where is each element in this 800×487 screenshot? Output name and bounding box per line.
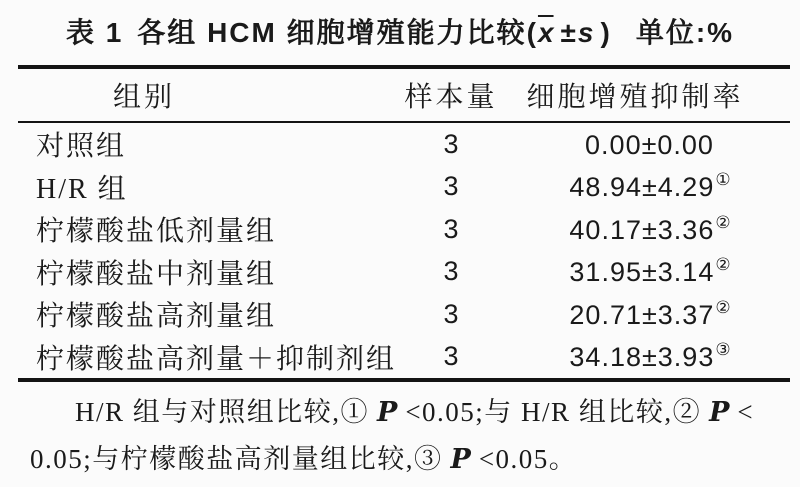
superscript-mark: ③ [715,340,731,361]
footnote-text: <0.05;与 H/R 组比较,② [405,397,702,427]
unit-label: 单位:% [635,17,735,48]
value-text: 20.71±3.37 [569,299,715,330]
table-number-label: 表 1 [65,17,124,48]
sample-size-cell: 3 [443,298,459,329]
s-symbol: s [577,17,594,48]
table-row [18,123,790,166]
footnote-line-2 [30,436,792,483]
plus-minus-symbol: ± [560,17,576,48]
value-text: 34.18±3.93 [569,342,715,373]
value-cell [510,128,790,161]
p-value-symbol: P [377,397,398,428]
table-title: 各组 HCM 细胞增殖能力比较 [137,17,527,48]
group-cell: 柠檬酸盐高剂量＋抑制剂组 [36,343,397,375]
value-text: 40.17±3.36 [569,214,715,245]
value-text: 0.00±0.00 [585,129,714,160]
data-table [18,65,790,382]
table-row [18,293,790,336]
footnote-text: < [737,397,755,427]
group-cell: 柠檬酸盐中剂量组 [36,258,277,290]
p-value-symbol: P [709,397,730,428]
x-bar-symbol: $\overline{x}$ [537,17,554,48]
group-cell: H/R 组 [36,173,128,205]
table-row [18,208,790,251]
header-sample-size: 样本量 [404,82,498,113]
value-cell [510,213,790,246]
footnote-text: H/R 组与对照组比较,① [75,397,370,427]
footnote-line-1 [30,389,792,436]
superscript-mark: ② [715,297,731,318]
group-cell: 柠檬酸盐低剂量组 [36,216,277,248]
p-value-symbol: P [450,444,471,475]
value-cell [510,340,790,373]
superscript-mark: ① [715,170,731,191]
superscript-mark: ② [715,255,731,276]
table-row [18,251,790,294]
group-cell: 对照组 [36,131,127,163]
footnote-text: <0.05。 [478,444,578,474]
sample-size-cell: 3 [443,341,459,372]
value-text: 48.94±4.29 [569,172,715,203]
sample-size-cell: 3 [443,256,459,287]
group-cell: 柠檬酸盐高剂量组 [36,301,277,333]
table-row [18,336,790,379]
sample-size-cell: 3 [443,128,459,159]
table-header-row [18,69,790,123]
sample-size-cell: 3 [443,213,459,244]
table-row [18,166,790,209]
header-inhibition-rate: 细胞增殖抑制率 [526,82,744,113]
superscript-mark: ② [715,212,731,233]
value-cell [510,170,790,203]
value-cell [510,298,790,331]
value-text: 31.95±3.14 [569,257,715,288]
stat-open-paren: ( [526,17,536,48]
table-caption [0,14,800,52]
sample-size-cell: 3 [443,171,459,202]
stat-close-paren: ) [600,17,610,48]
footnote-text: 0.05;与柠檬酸盐高剂量组比较,③ [30,444,443,474]
header-group: 组别 [113,82,176,113]
value-cell [510,255,790,288]
stat-notation [527,17,610,48]
table-footnote [30,389,792,483]
